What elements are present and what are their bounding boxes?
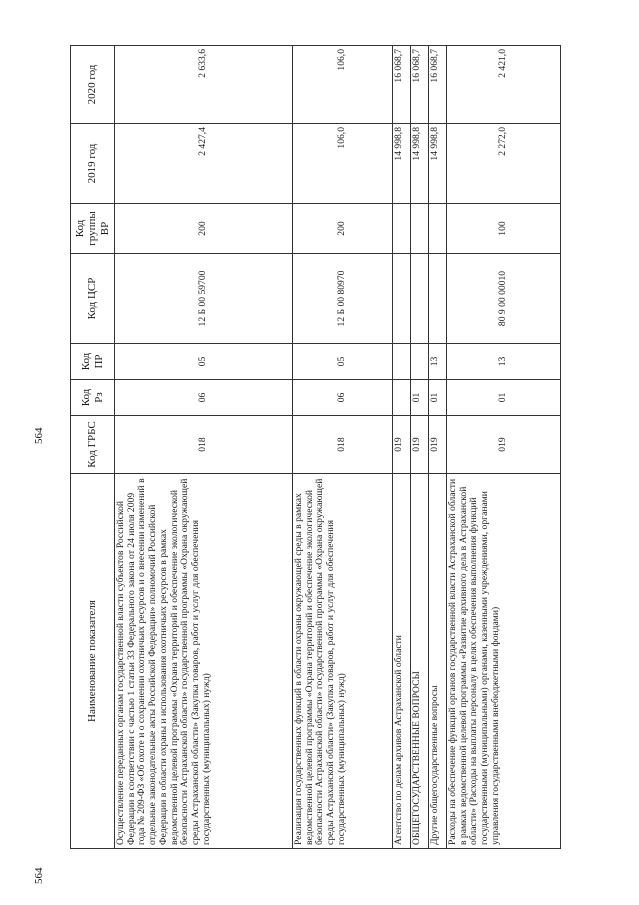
table-row <box>447 46 561 849</box>
row-2020: 2 421,0 <box>447 46 561 124</box>
row-2020: 16 068,7 <box>411 46 429 124</box>
row-grbs: 019 <box>429 416 447 474</box>
row-2020: 2 633,6 <box>115 46 293 124</box>
row-csr: 80 9 00 00010 <box>447 254 561 344</box>
row-grbs: 019 <box>447 416 561 474</box>
row-name: Другие общегосударственные вопросы <box>429 474 447 849</box>
budget-table <box>70 45 561 849</box>
header-pr: Код ПР <box>71 344 115 380</box>
row-2020: 16 068,7 <box>393 46 411 124</box>
row-rz <box>393 380 411 416</box>
header-vr: Код группы ВР <box>71 204 115 254</box>
header-2020: 2020 год <box>71 46 115 124</box>
row-grbs: 019 <box>393 416 411 474</box>
row-grbs: 018 <box>115 416 293 474</box>
row-name: Осуществление переданных органам государственной власти субъектов Российской Федерации в соответствии с частью 1 статьи 33 Федерального закона от 24 июля 2009 года № 209-ФЗ «Об охоте и о сохранении охотничьих ресурсов и о внесении изменений в отдельные законодательные акты Российской Федерации» полномочий Российской Федерации в области охраны и использования охотничьих ресурсов в рамках ведомственной целевой программы «Охрана территорий и обеспечение экологической безопасности Астраханской области» государственной программы «Охрана окружающей среды Астраханской области» (Закупка товаров, работ и услуг для обеспечения государственных (муниципальных) нужд) <box>115 474 293 849</box>
header-name: Наименование показателя <box>71 474 115 849</box>
header-grbs: Код ГРБС <box>71 416 115 474</box>
table-row <box>293 46 393 849</box>
row-vr <box>429 204 447 254</box>
row-2020: 106,0 <box>293 46 393 124</box>
row-2019: 14 998,8 <box>393 124 411 204</box>
rotated-table-container <box>70 46 560 849</box>
row-vr <box>393 204 411 254</box>
row-grbs: 018 <box>293 416 393 474</box>
page-number-side: 564 <box>33 867 45 884</box>
row-csr <box>411 254 429 344</box>
header-2019: 2019 год <box>71 124 115 204</box>
row-rz: 06 <box>115 380 293 416</box>
row-vr: 200 <box>293 204 393 254</box>
row-2019: 14 998,8 <box>429 124 447 204</box>
row-csr: 12 Б 00 80970 <box>293 254 393 344</box>
row-pr: 05 <box>293 344 393 380</box>
table-row <box>429 46 447 849</box>
row-vr: 100 <box>447 204 561 254</box>
row-pr: 13 <box>447 344 561 380</box>
row-csr: 12 Б 00 59700 <box>115 254 293 344</box>
row-vr: 200 <box>115 204 293 254</box>
row-name: Расходы на обеспечение функций органов государственной власти Астраханской области в рамках ведомственной целевой программы «Развитие архивного дела в Астраханской области» (Расходы на выплаты персоналу в целях обеспечения выполнения функций государственными (муниципальными) органами, казенными учреждениями, органами управления государственными внебюджетными фондами) <box>447 474 561 849</box>
row-grbs: 019 <box>411 416 429 474</box>
row-csr <box>393 254 411 344</box>
table-row <box>393 46 411 849</box>
row-rz: 01 <box>429 380 447 416</box>
table-row <box>115 46 293 849</box>
row-csr <box>429 254 447 344</box>
row-pr <box>411 344 429 380</box>
row-2019: 106,0 <box>293 124 393 204</box>
table-header-row <box>71 46 115 849</box>
row-2019: 14 998,8 <box>411 124 429 204</box>
row-2019: 2 272,0 <box>447 124 561 204</box>
row-name: Реализация государственных функций в области охраны окружающей среды в рамках ведомственной целевой программы «Охрана территорий и обеспечение экологической безопасности Астраханской области» государственной программы «Охрана окружающей среды Астраханской области» (Закупка товаров, работ и услуг для обеспечения государственных (муниципальных) нужд) <box>293 474 393 849</box>
table-row <box>411 46 429 849</box>
row-rz: 01 <box>447 380 561 416</box>
row-rz: 01 <box>411 380 429 416</box>
row-name: ОБЩЕГОСУДАРСТВЕННЫЕ ВОПРОСЫ <box>411 474 429 849</box>
row-2020: 16 068,7 <box>429 46 447 124</box>
row-vr <box>411 204 429 254</box>
header-rz: Код Рз <box>71 380 115 416</box>
row-rz: 06 <box>293 380 393 416</box>
row-2019: 2 427,4 <box>115 124 293 204</box>
row-name: Агентство по делам архивов Астраханской области <box>393 474 411 849</box>
row-pr: 13 <box>429 344 447 380</box>
row-pr: 05 <box>115 344 293 380</box>
page-number: 564 <box>33 427 45 444</box>
header-csr: Код ЦСР <box>71 254 115 344</box>
row-pr <box>393 344 411 380</box>
